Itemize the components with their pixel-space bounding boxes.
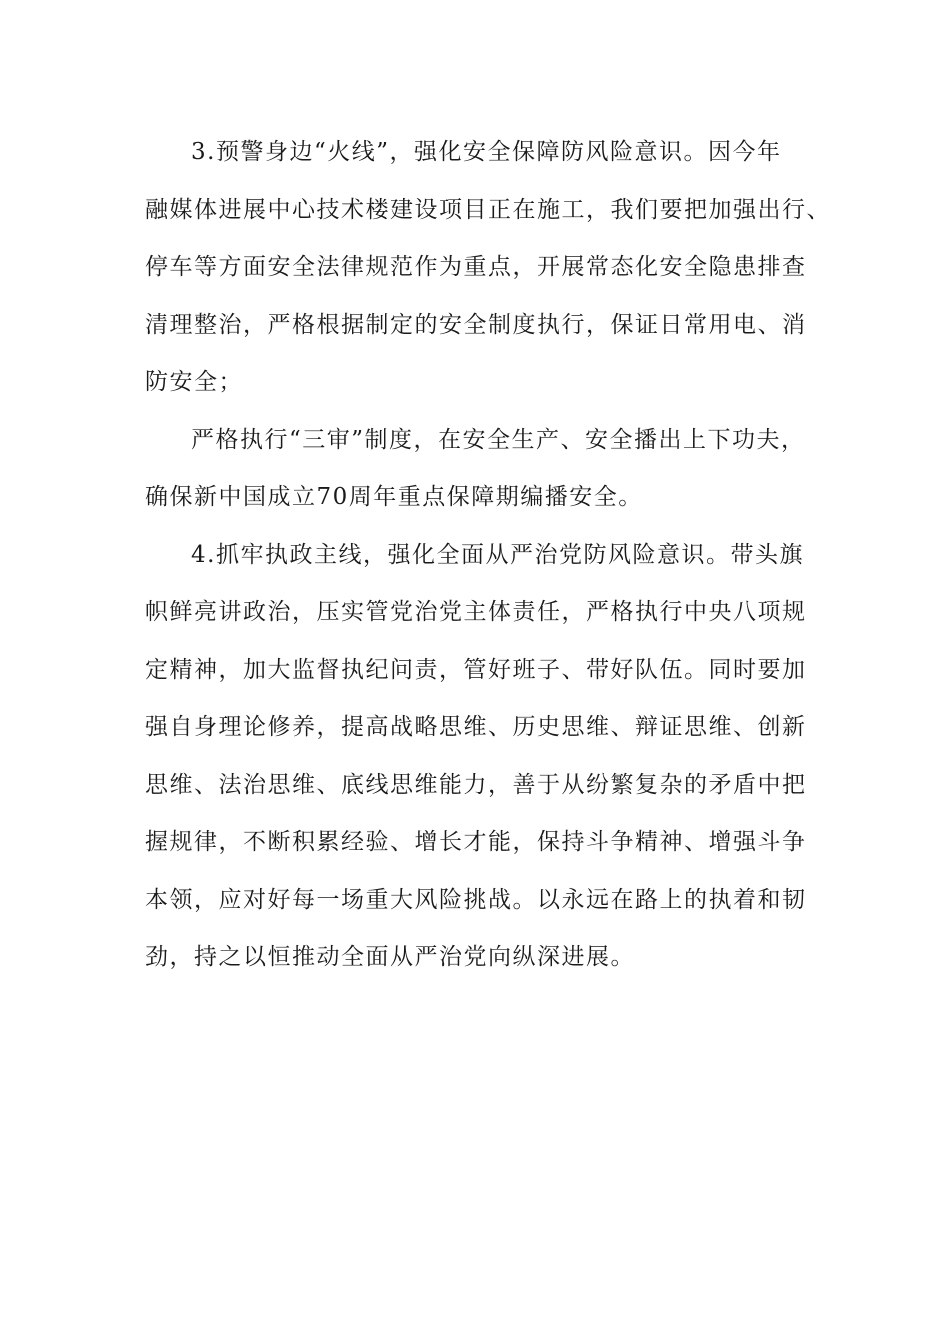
text-line: 严格执行“三审”制度，在安全生产、安全播出上下功夫， xyxy=(191,426,806,453)
text-line: 清理整治，严格根据制定的安全制度执行，保证日常用电、消 xyxy=(145,311,807,338)
text-line: 停车等方面安全法律规范作为重点，开展常态化安全隐患排查 xyxy=(145,254,807,280)
paragraph-party-governance xyxy=(145,531,805,991)
text-line: 定精神，加大监督执纪问责，管好班子、带好队伍。同时要加 xyxy=(145,656,807,683)
text-line: 防安全； xyxy=(145,369,243,395)
text-line: 3.预警身边“火线”，强化安全保障防风险意识。因今年 xyxy=(191,139,782,165)
paragraph-safety xyxy=(145,128,831,416)
text-line: 握规律，不断积累经验、增长才能，保持斗争精神、增强斗争 xyxy=(145,829,807,855)
text-line: 帜鲜亮讲政治，压实管党治党主体责任，严格执行中央八项规 xyxy=(145,599,807,625)
text-line: 4.抓牢执政主线，强化全面从严治党防风险意识。带头旗 xyxy=(191,541,804,568)
text-line: 思维、法治思维、底线思维能力，善于从纷繁复杂的矛盾中把 xyxy=(145,771,807,798)
text-line: 劲，持之以恒推动全面从严治党向纵深进展。 xyxy=(145,944,635,970)
text-line: 本领，应对好每一场重大风险挑战。以永远在路上的执着和韧 xyxy=(145,886,807,913)
document-body xyxy=(145,128,831,991)
text-line: 确保新中国成立70周年重点保障期编播安全。 xyxy=(145,484,643,510)
paragraph-three-review xyxy=(145,416,805,531)
text-line: 融媒体进展中心技术楼建设项目正在施工，我们要把加强出行、 xyxy=(145,196,831,223)
text-line: 强自身理论修养，提高战略思维、历史思维、辩证思维、创新 xyxy=(145,714,807,740)
